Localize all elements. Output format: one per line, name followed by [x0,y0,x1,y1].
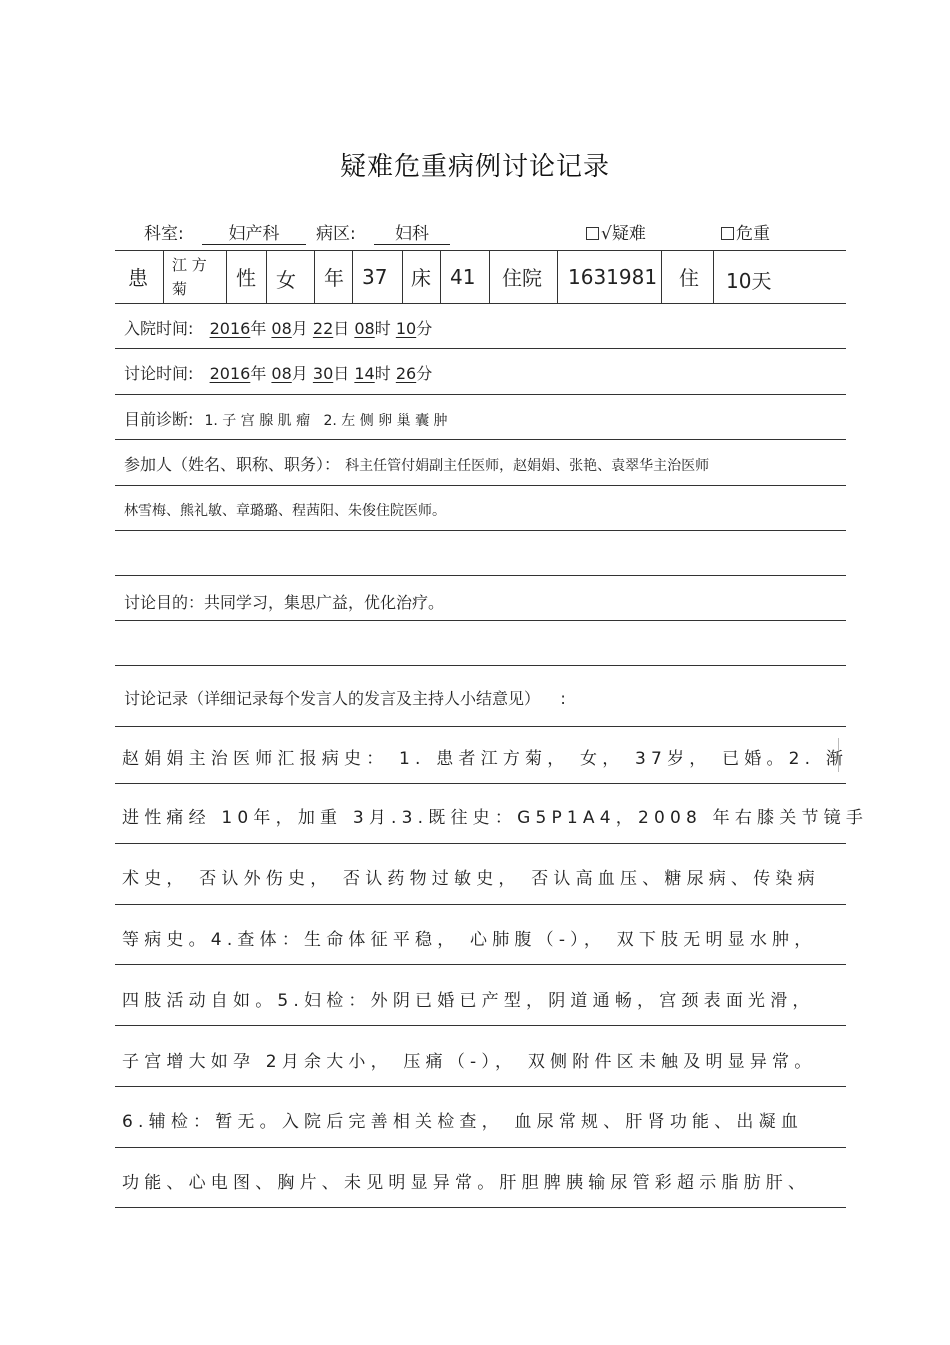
unit: 分 [416,319,433,338]
difficult-label: √疑难 [601,224,646,244]
divider [115,348,846,349]
record-line: 6.辅检：暂无。入院后完善相关检查， 血尿常规、肝肾功能、出凝血 [122,1112,804,1132]
age-label: 年 [324,266,344,290]
record-line: 四肢活动自如。5.妇检：外阴已婚已产型，阴道通畅，宫颈表面光滑， [122,991,815,1011]
record-line: 术史， 否认外伤史， 否认药物过敏史， 否认高血压、糖尿病、传染病 [122,869,820,889]
bed-value: 41 [450,265,476,289]
diagnosis-label: 目前诊断: [124,410,194,429]
diagnosis [124,407,448,430]
divider [115,303,846,304]
discussion-year: 2016 [209,364,251,383]
admission-year: 2016 [209,319,251,338]
record-line: 子宫增大如孕 2月余大小， 压痛（-）， 双侧附件区未触及明显异常。 [122,1052,817,1072]
discussion-minute: 26 [395,364,417,383]
difficult-checkbox[interactable] [586,227,599,240]
divider [314,250,315,303]
ward-value: 妇科 [374,219,450,245]
critical-option[interactable] [721,219,770,244]
sex-value: 女 [276,268,296,292]
admission-time [124,316,432,339]
divider [115,904,846,905]
dept-value: 妇产科 [202,219,306,245]
divider [163,250,164,303]
stay-label: 住 [679,266,699,290]
unit: 分 [416,364,433,383]
divider [115,726,846,727]
admission-minute: 10 [395,319,417,338]
record-line: 功能、心电图、胸片、未见明显异常。肝胆脾胰输尿管彩超示脂肪肝、 [122,1173,811,1193]
critical-checkbox[interactable] [721,227,734,240]
divider [226,250,227,303]
name-label: 患 [128,266,148,290]
divider [115,394,846,395]
diagnosis-value: 1. 子 宫 腺 肌 瘤 2. 左 侧 卵 巢 囊 肿 [204,413,448,429]
admission-hour: 08 [354,319,375,338]
divider [352,250,353,303]
participants-line1: 科主任管付娟副主任医师，赵娟娟、张艳、袁翠华主治医师 [345,458,710,474]
divider [115,530,846,531]
divider [402,250,403,303]
discussion-purpose: 讨论目的：共同学习，集思广益，优化治疗。 [124,593,445,612]
record-line: 赵娟娟主治医师汇报病史： 1. 患者江方菊， 女， 37岁， 已婚。2. 渐 [122,749,849,769]
name-value-line1: 江 方 [172,256,207,274]
divider [115,485,846,486]
unit: 时 [374,319,391,338]
admission-no-value: 1631981 [568,265,658,289]
divider [115,1147,846,1148]
divider [115,439,846,440]
sex-label: 性 [236,266,256,290]
age-value: 37 [362,265,388,289]
stay-value: 10天 [726,269,772,293]
discussion-month: 08 [271,364,292,383]
participants-line2: 林雪梅、熊礼敏、章璐璐、程茜阳、朱俊住院医师。 [124,503,446,519]
record-label: 讨论记录（详细记录每个发言人的发言及主持人小结意见） : [124,689,566,708]
discussion-hour: 14 [354,364,375,383]
difficult-option[interactable] [586,219,646,244]
discussion-time-label: 讨论时间: [124,364,194,383]
unit: 月 [291,364,308,383]
divider [115,575,846,576]
discussion-day: 30 [312,364,334,383]
divider [713,250,714,303]
ward-label: 病区: [316,224,356,244]
divider [115,665,846,666]
divider [115,620,846,621]
name-value-line2: 菊 [172,280,188,298]
dept-value-wrap [202,219,306,245]
record-line: 进性痛经 10年，加重 3月.3.既往史：G5P1A4，2008 年右膝关节镜手 [122,808,869,828]
participants-label: 参加人（姓名、职称、职务）： [124,455,341,474]
admission-time-label: 入院时间: [124,319,194,338]
record-line: 等病史。4.查体：生命体征平稳， 心肺腹（-）， 双下肢无明显水肿， [122,930,817,950]
divider [115,964,846,965]
unit: 年 [250,364,267,383]
divider [115,250,846,251]
page-title: 疑难危重病例讨论记录 [339,152,610,182]
unit: 年 [250,319,267,338]
divider [440,250,441,303]
divider [266,250,267,303]
participants [124,452,709,475]
divider [557,250,558,303]
ward-value-wrap [374,219,450,245]
divider [115,783,846,784]
discussion-time [124,361,432,384]
dept-label: 科室: [144,224,184,244]
unit: 时 [374,364,391,383]
divider [115,1207,846,1208]
divider [115,1086,846,1087]
unit: 日 [333,364,350,383]
critical-label: 危重 [736,224,770,244]
bed-label: 床 [411,266,431,290]
admission-month: 08 [271,319,292,338]
divider [661,250,662,303]
divider [489,250,490,303]
admission-no-label: 住院 [502,266,542,290]
admission-day: 22 [312,319,334,338]
divider [115,843,846,844]
divider [115,1025,846,1026]
unit: 月 [291,319,308,338]
unit: 日 [333,319,350,338]
